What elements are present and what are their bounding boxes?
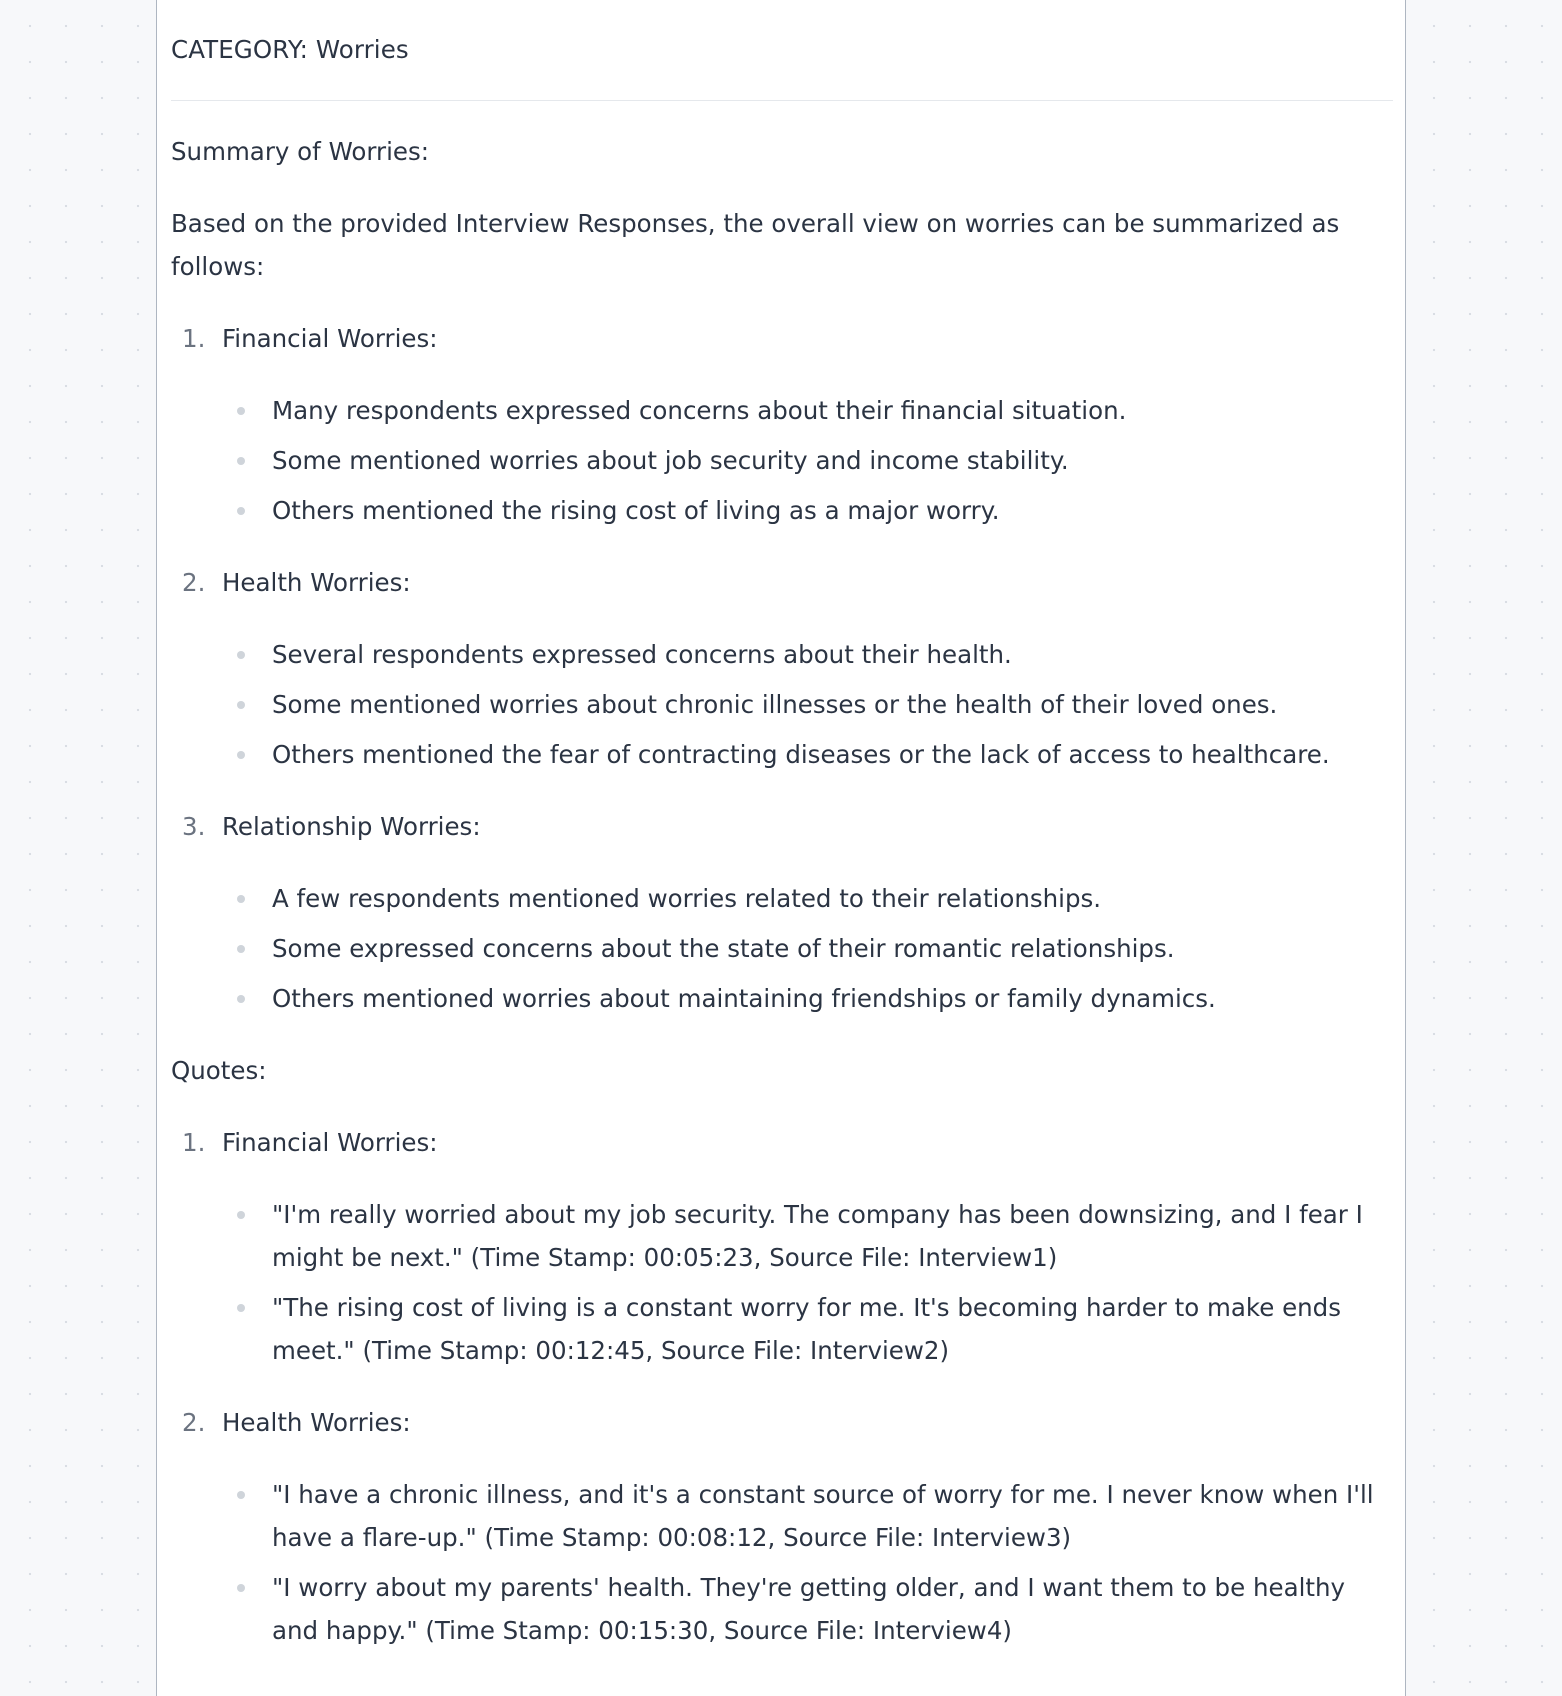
quote-item	[171, 1473, 1393, 1559]
quote-text: "I worry about my parents' health. They're getting older, and I want them to be healthy and happy." (Time Stamp: 00:15:30, Source File: Interview4)	[272, 1573, 1346, 1645]
section-heading	[171, 561, 1393, 604]
bullet-list	[171, 389, 1393, 532]
section-heading	[171, 317, 1393, 360]
list-item	[171, 489, 1393, 532]
quotes-heading: Quotes:	[171, 1056, 267, 1085]
list-item-text: Others mentioned the fear of contracting diseases or the lack of access to healthcare.	[272, 740, 1330, 769]
bullet-dot	[237, 945, 245, 953]
list-item	[171, 439, 1393, 482]
section-heading	[171, 1121, 1393, 1164]
bullet-list	[171, 633, 1393, 776]
response-panel	[156, 0, 1406, 1696]
quotes-sections	[171, 1121, 1393, 1652]
section-title: Financial Worries:	[222, 1128, 438, 1157]
section-number: 1.	[182, 324, 206, 353]
quote-list	[171, 1193, 1393, 1372]
quotes-section	[171, 1401, 1393, 1652]
quote-text: "I'm really worried about my job security. The company has been downsizing, and I fear I might be next." (Time Stamp: 00:05:23, Source File: Interview1)	[272, 1200, 1363, 1272]
bullet-dot	[237, 895, 245, 903]
bullet-dot	[237, 701, 245, 709]
list-item	[171, 927, 1393, 970]
bullet-dot	[237, 1211, 245, 1219]
section-title: Health Worries:	[222, 568, 411, 597]
summary-sections	[171, 317, 1393, 1020]
bullet-dot	[237, 751, 245, 759]
bullet-dot	[237, 1584, 245, 1592]
list-item	[171, 877, 1393, 920]
section-title: Health Worries:	[222, 1408, 411, 1437]
summary-section	[171, 805, 1393, 1020]
section-heading	[171, 1401, 1393, 1444]
quote-text: "I have a chronic illness, and it's a constant source of worry for me. I never know when I'll have a flare-up." (Time Stamp: 00:08:12, Source File: Interview3)	[272, 1480, 1374, 1552]
section-number: 2.	[182, 1408, 206, 1437]
bullet-dot	[237, 1304, 245, 1312]
section-title: Relationship Worries:	[222, 812, 481, 841]
section-number: 1.	[182, 1128, 206, 1157]
bullet-dot	[237, 407, 245, 415]
section-heading	[171, 805, 1393, 848]
quote-item	[171, 1193, 1393, 1279]
list-item	[171, 633, 1393, 676]
list-item	[171, 389, 1393, 432]
summary-section	[171, 561, 1393, 776]
list-item	[171, 977, 1393, 1020]
bullet-list	[171, 877, 1393, 1020]
section-number: 2.	[182, 568, 206, 597]
list-item-text: A few respondents mentioned worries related to their relationships.	[272, 884, 1102, 913]
category-title: CATEGORY: Worries	[171, 0, 1393, 101]
list-item	[171, 683, 1393, 726]
bullet-dot	[237, 651, 245, 659]
bullet-dot	[237, 1491, 245, 1499]
list-item-text: Many respondents expressed concerns about their financial situation.	[272, 396, 1127, 425]
section-number: 3.	[182, 812, 206, 841]
bullet-dot	[237, 995, 245, 1003]
summary-intro: Based on the provided Interview Responses, the overall view on worries can be summarized as follows:	[171, 209, 1340, 281]
quotes-section	[171, 1121, 1393, 1372]
quote-list	[171, 1473, 1393, 1652]
list-item-text: Some mentioned worries about chronic illnesses or the health of their loved ones.	[272, 690, 1278, 719]
summary-section	[171, 317, 1393, 532]
list-item-text: Others mentioned worries about maintaining friendships or family dynamics.	[272, 984, 1216, 1013]
list-item	[171, 733, 1393, 776]
response-content	[171, 0, 1393, 1681]
bullet-dot	[237, 457, 245, 465]
section-title: Financial Worries:	[222, 324, 438, 353]
quote-text: "The rising cost of living is a constant worry for me. It's becoming harder to make ends meet." (Time Stamp: 00:12:45, Source File: Interview2)	[272, 1293, 1341, 1365]
list-item-text: Some expressed concerns about the state of their romantic relationships.	[272, 934, 1175, 963]
list-item-text: Several respondents expressed concerns about their health.	[272, 640, 1012, 669]
list-item-text: Others mentioned the rising cost of living as a major worry.	[272, 496, 1000, 525]
quote-item	[171, 1566, 1393, 1652]
list-item-text: Some mentioned worries about job security and income stability.	[272, 446, 1069, 475]
bullet-dot	[237, 507, 245, 515]
quote-item	[171, 1286, 1393, 1372]
summary-heading: Summary of Worries:	[171, 137, 429, 166]
